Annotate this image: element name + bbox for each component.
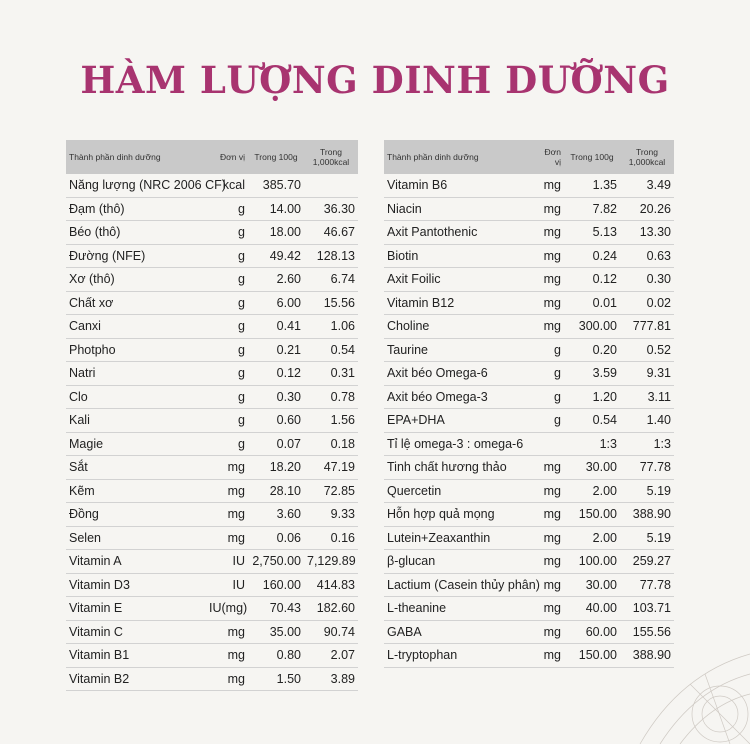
table-row — [384, 244, 674, 268]
cell-per1000: 3.49 — [620, 174, 674, 197]
cell-per1000: 777.81 — [620, 315, 674, 339]
cell-per100: 5.13 — [564, 221, 620, 245]
cell-per100: 18.00 — [248, 221, 304, 245]
cell-per1000: 259.27 — [620, 550, 674, 574]
cell-per100: 0.06 — [248, 526, 304, 550]
cell-per100: 14.00 — [248, 197, 304, 221]
nutrition-table-left — [66, 140, 358, 691]
cell-name: Vitamin B1 — [66, 644, 206, 668]
cell-name: Năng lượng (NRC 2006 CF) — [66, 174, 206, 197]
table-row — [384, 409, 674, 433]
cell-per100: 60.00 — [564, 620, 620, 644]
table-row — [384, 385, 674, 409]
cell-unit: mg — [536, 644, 564, 668]
table-row — [384, 550, 674, 574]
cell-per1000: 20.26 — [620, 197, 674, 221]
cell-name: Magie — [66, 432, 206, 456]
table-row — [384, 432, 674, 456]
header-per1000: Trong 1,000kcal — [620, 140, 674, 174]
cell-per1000: 0.02 — [620, 291, 674, 315]
cell-per100: 7.82 — [564, 197, 620, 221]
cell-per100: 150.00 — [564, 644, 620, 668]
cell-unit: IU — [206, 573, 248, 597]
cell-name: Axit Foilic — [384, 268, 536, 292]
cell-unit: g — [206, 432, 248, 456]
cell-unit: mg — [536, 456, 564, 480]
cell-per100: 1:3 — [564, 432, 620, 456]
cell-per100: 3.59 — [564, 362, 620, 386]
table-row — [384, 503, 674, 527]
table-row — [66, 479, 358, 503]
table-row — [66, 268, 358, 292]
cell-unit: mg — [206, 644, 248, 668]
table-row — [66, 526, 358, 550]
cell-per100: 1.50 — [248, 667, 304, 691]
cell-per100: 70.43 — [248, 597, 304, 621]
cell-per100: 0.20 — [564, 338, 620, 362]
cell-unit: g — [206, 385, 248, 409]
cell-per1000: 0.31 — [304, 362, 358, 386]
cell-name: Đạm (thô) — [66, 197, 206, 221]
cell-unit: kcal — [206, 174, 248, 197]
cell-per1000: 1:3 — [620, 432, 674, 456]
cell-unit: mg — [536, 503, 564, 527]
cell-name: Vitamin B6 — [384, 174, 536, 197]
cell-name: Taurine — [384, 338, 536, 362]
cell-per100: 0.24 — [564, 244, 620, 268]
header-unit: Đơn vị — [536, 140, 564, 174]
cell-per1000: 0.52 — [620, 338, 674, 362]
table-row — [66, 244, 358, 268]
table-row — [66, 456, 358, 480]
table-row — [384, 315, 674, 339]
table-row — [66, 385, 358, 409]
table-row — [66, 315, 358, 339]
cell-unit: mg — [206, 620, 248, 644]
table-row — [384, 573, 674, 597]
cell-per100: 0.54 — [564, 409, 620, 433]
cell-unit: g — [206, 315, 248, 339]
cell-unit: mg — [536, 597, 564, 621]
cell-unit: mg — [536, 479, 564, 503]
cell-unit: g — [206, 268, 248, 292]
cell-per1000: 388.90 — [620, 644, 674, 668]
cell-per100: 28.10 — [248, 479, 304, 503]
cell-unit: mg — [536, 197, 564, 221]
cell-per1000: 77.78 — [620, 573, 674, 597]
table-row — [384, 291, 674, 315]
table-row — [384, 174, 674, 197]
cell-per1000: 90.74 — [304, 620, 358, 644]
table-row — [384, 268, 674, 292]
header-per100: Trong 100g — [248, 140, 304, 174]
cell-unit: mg — [206, 526, 248, 550]
cell-per1000: 9.31 — [620, 362, 674, 386]
cell-name: Vitamin D3 — [66, 573, 206, 597]
header-name: Thành phần dinh dưỡng — [66, 140, 206, 174]
cell-name: Biotin — [384, 244, 536, 268]
cell-per1000: 0.63 — [620, 244, 674, 268]
cell-per100: 6.00 — [248, 291, 304, 315]
cell-per1000: 0.18 — [304, 432, 358, 456]
cell-name: L-tryptophan — [384, 644, 536, 668]
cell-per100: 0.12 — [248, 362, 304, 386]
cell-per1000 — [304, 174, 358, 197]
table-row — [384, 221, 674, 245]
cell-name: Axit béo Omega-6 — [384, 362, 536, 386]
table-row — [66, 338, 358, 362]
cell-name: Vitamin A — [66, 550, 206, 574]
cell-per1000: 0.54 — [304, 338, 358, 362]
cell-per100: 1.35 — [564, 174, 620, 197]
table-row — [66, 667, 358, 691]
cell-per1000: 182.60 — [304, 597, 358, 621]
cell-unit: g — [536, 362, 564, 386]
cell-name: Vitamin C — [66, 620, 206, 644]
cell-per1000: 0.78 — [304, 385, 358, 409]
cell-per100: 18.20 — [248, 456, 304, 480]
table-row — [384, 526, 674, 550]
table-row — [66, 362, 358, 386]
cell-per100: 30.00 — [564, 456, 620, 480]
cell-per100: 0.60 — [248, 409, 304, 433]
table-header-row — [384, 140, 674, 174]
cell-name: Kali — [66, 409, 206, 433]
cell-per1000: 77.78 — [620, 456, 674, 480]
cell-per100: 385.70 — [248, 174, 304, 197]
cell-unit — [536, 432, 564, 456]
table-row — [66, 597, 358, 621]
cell-per100: 0.12 — [564, 268, 620, 292]
cell-unit: mg — [206, 456, 248, 480]
cell-name: Hỗn hợp quả mọng — [384, 503, 536, 527]
cell-name: Vitamin E — [66, 597, 206, 621]
cell-name: Vitamin B12 — [384, 291, 536, 315]
cell-name: Đồng — [66, 503, 206, 527]
table-row — [384, 479, 674, 503]
cell-unit: IU(mg) — [206, 597, 248, 621]
cell-per100: 40.00 — [564, 597, 620, 621]
cell-per1000: 3.89 — [304, 667, 358, 691]
cell-per100: 0.01 — [564, 291, 620, 315]
cell-per100: 1.20 — [564, 385, 620, 409]
table-row — [384, 362, 674, 386]
cell-name: Axit béo Omega-3 — [384, 385, 536, 409]
cell-name: L-theanine — [384, 597, 536, 621]
cell-per1000: 15.56 — [304, 291, 358, 315]
cell-per1000: 47.19 — [304, 456, 358, 480]
cell-unit: mg — [206, 479, 248, 503]
cell-per1000: 388.90 — [620, 503, 674, 527]
cell-per1000: 1.40 — [620, 409, 674, 433]
cell-per1000: 36.30 — [304, 197, 358, 221]
table-row — [66, 503, 358, 527]
cell-unit: g — [206, 221, 248, 245]
page-title: HÀM LƯỢNG DINH DƯỠNG — [80, 58, 670, 102]
table-row — [384, 338, 674, 362]
cell-per1000: 155.56 — [620, 620, 674, 644]
cell-unit: g — [206, 197, 248, 221]
cell-name: Lactium (Casein thủy phân) — [384, 573, 536, 597]
cell-name: Vitamin B2 — [66, 667, 206, 691]
cell-name: Niacin — [384, 197, 536, 221]
nutrition-table-right — [384, 140, 674, 668]
cell-unit: mg — [536, 620, 564, 644]
cell-unit: mg — [536, 573, 564, 597]
cell-name: Sắt — [66, 456, 206, 480]
table-row — [66, 197, 358, 221]
table-body-right — [384, 174, 674, 667]
table-header-row — [66, 140, 358, 174]
cell-unit: g — [206, 338, 248, 362]
cell-unit: mg — [206, 667, 248, 691]
cell-per100: 35.00 — [248, 620, 304, 644]
cell-per1000: 0.16 — [304, 526, 358, 550]
cell-per100: 0.41 — [248, 315, 304, 339]
cell-per100: 0.21 — [248, 338, 304, 362]
cell-name: EPA+DHA — [384, 409, 536, 433]
cell-unit: mg — [536, 315, 564, 339]
cell-unit: mg — [536, 174, 564, 197]
cell-unit: g — [206, 409, 248, 433]
header-per100: Trong 100g — [564, 140, 620, 174]
table-row — [384, 197, 674, 221]
cell-unit: g — [536, 409, 564, 433]
cell-unit: mg — [536, 550, 564, 574]
cell-per1000: 6.74 — [304, 268, 358, 292]
cell-per100: 100.00 — [564, 550, 620, 574]
cell-unit: g — [206, 362, 248, 386]
cell-per100: 2.00 — [564, 479, 620, 503]
cell-per100: 2.00 — [564, 526, 620, 550]
header-unit: Đơn vị — [206, 140, 248, 174]
cell-per1000: 1.06 — [304, 315, 358, 339]
cell-name: Quercetin — [384, 479, 536, 503]
cell-per100: 0.80 — [248, 644, 304, 668]
cell-unit: g — [206, 244, 248, 268]
cell-name: GABA — [384, 620, 536, 644]
cell-name: Đường (NFE) — [66, 244, 206, 268]
table-row — [66, 174, 358, 197]
table-row — [384, 456, 674, 480]
cell-name: β-glucan — [384, 550, 536, 574]
table-body-left — [66, 174, 358, 691]
cell-per1000: 9.33 — [304, 503, 358, 527]
cell-per1000: 13.30 — [620, 221, 674, 245]
table-row — [66, 620, 358, 644]
cell-unit: mg — [536, 526, 564, 550]
cell-per100: 150.00 — [564, 503, 620, 527]
cell-per1000: 103.71 — [620, 597, 674, 621]
cell-unit: mg — [536, 244, 564, 268]
cell-name: Tỉ lệ omega-3 : omega-6 — [384, 432, 536, 456]
cell-name: Axit Pantothenic — [384, 221, 536, 245]
cell-per1000: 2.07 — [304, 644, 358, 668]
cell-per1000: 5.19 — [620, 479, 674, 503]
cell-per1000: 46.67 — [304, 221, 358, 245]
cell-per1000: 1.56 — [304, 409, 358, 433]
cell-per100: 300.00 — [564, 315, 620, 339]
table-row — [66, 550, 358, 574]
cell-per100: 49.42 — [248, 244, 304, 268]
cell-per1000: 7,129.89 — [304, 550, 358, 574]
cell-unit: mg — [536, 291, 564, 315]
table-row — [66, 409, 358, 433]
cell-per1000: 128.13 — [304, 244, 358, 268]
table-row — [66, 291, 358, 315]
cell-per1000: 5.19 — [620, 526, 674, 550]
cell-per1000: 3.11 — [620, 385, 674, 409]
cell-per100: 30.00 — [564, 573, 620, 597]
decorative-line-art — [620, 614, 750, 744]
cell-per100: 0.07 — [248, 432, 304, 456]
cell-unit: mg — [206, 503, 248, 527]
table-row — [66, 221, 358, 245]
cell-name: Xơ (thô) — [66, 268, 206, 292]
cell-per100: 160.00 — [248, 573, 304, 597]
cell-per100: 2,750.00 — [248, 550, 304, 574]
table-row — [66, 644, 358, 668]
cell-name: Photpho — [66, 338, 206, 362]
cell-per1000: 414.83 — [304, 573, 358, 597]
cell-per100: 3.60 — [248, 503, 304, 527]
header-name: Thành phần dinh dưỡng — [384, 140, 536, 174]
cell-unit: mg — [536, 268, 564, 292]
cell-unit: IU — [206, 550, 248, 574]
cell-per100: 0.30 — [248, 385, 304, 409]
cell-name: Tinh chất hương thảo — [384, 456, 536, 480]
cell-unit: g — [536, 338, 564, 362]
cell-per1000: 72.85 — [304, 479, 358, 503]
cell-name: Natri — [66, 362, 206, 386]
table-row — [66, 573, 358, 597]
table-row — [66, 432, 358, 456]
cell-name: Béo (thô) — [66, 221, 206, 245]
header-per1000: Trong 1,000kcal — [304, 140, 358, 174]
cell-name: Clo — [66, 385, 206, 409]
cell-name: Canxi — [66, 315, 206, 339]
cell-per1000: 0.30 — [620, 268, 674, 292]
cell-unit: mg — [536, 221, 564, 245]
cell-name: Lutein+Zeaxanthin — [384, 526, 536, 550]
cell-name: Selen — [66, 526, 206, 550]
cell-name: Kẽm — [66, 479, 206, 503]
cell-name: Chất xơ — [66, 291, 206, 315]
cell-unit: g — [206, 291, 248, 315]
cell-unit: g — [536, 385, 564, 409]
cell-per100: 2.60 — [248, 268, 304, 292]
cell-name: Choline — [384, 315, 536, 339]
